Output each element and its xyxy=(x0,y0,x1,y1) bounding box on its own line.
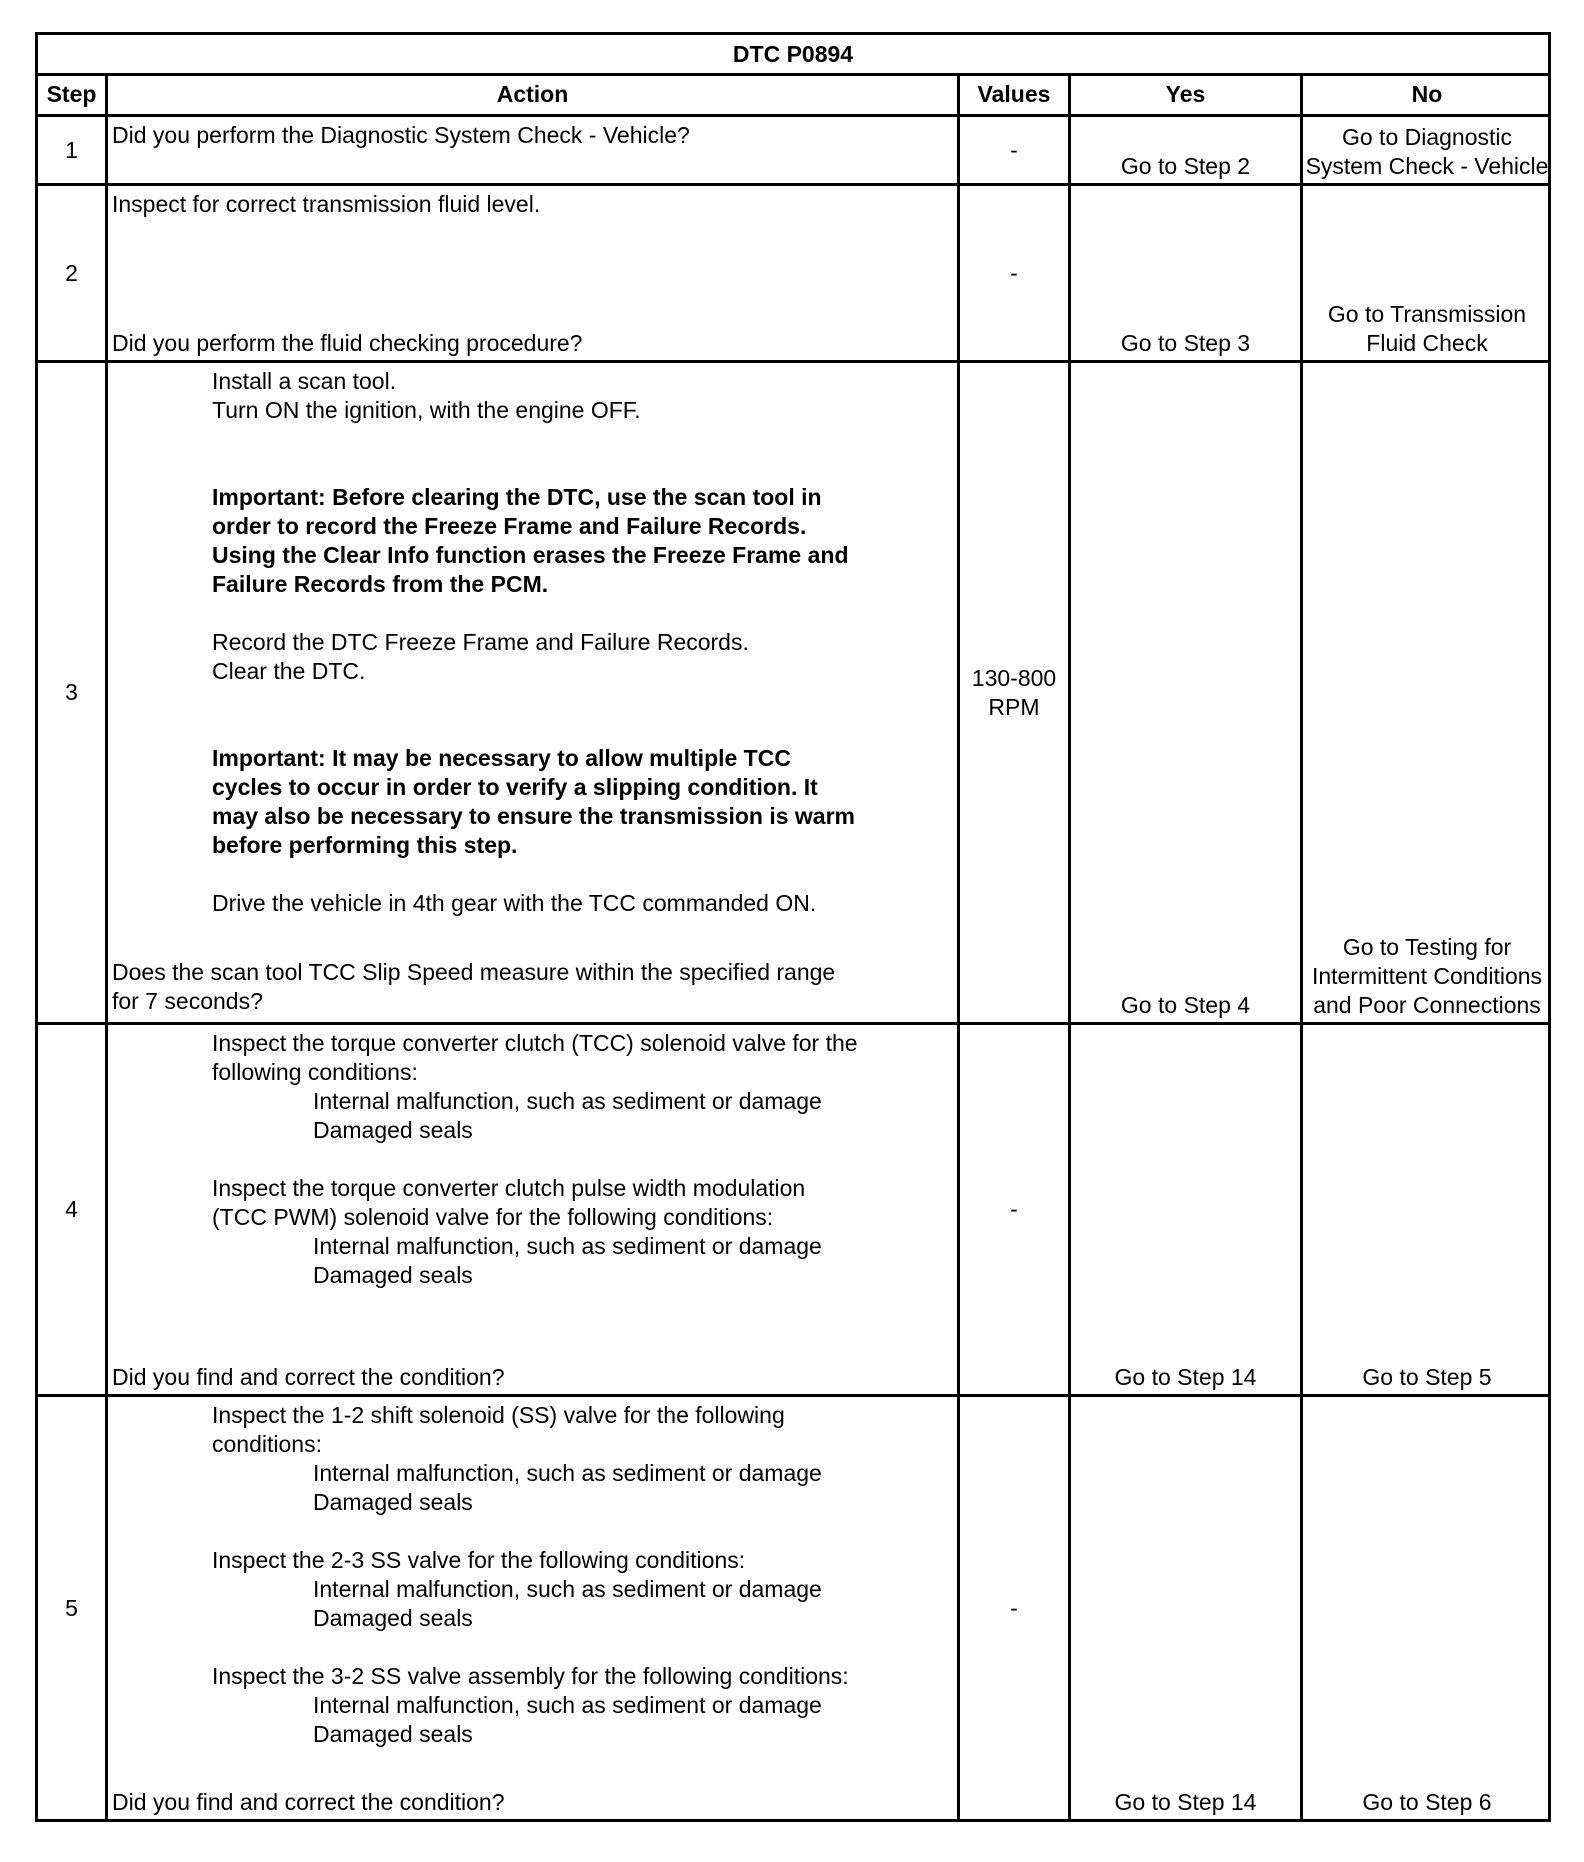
action-text: Inspect for correct transmission fluid level. xyxy=(112,191,541,217)
yes-text: Go to Step 2 xyxy=(1120,153,1251,179)
yes-text: Go to Step 4 xyxy=(1120,992,1251,1018)
no-text: Go to Transmission xyxy=(1327,301,1527,327)
table-title-row xyxy=(38,35,1548,73)
header-values: Values xyxy=(977,81,1051,107)
step-number: 1 xyxy=(65,136,78,163)
action-subitem: Damaged seals xyxy=(313,1721,473,1747)
action-subitem: Damaged seals xyxy=(313,1605,473,1631)
action-text: Inspect the torque converter clutch pulse width modulation xyxy=(212,1175,806,1201)
important-note: Important: Before clearing the DTC, use the scan tool in xyxy=(212,484,822,510)
no-text: Fluid Check xyxy=(1366,330,1488,356)
no-text: Intermittent Conditions xyxy=(1311,963,1543,989)
action-subitem: Internal malfunction, such as sediment or damage xyxy=(313,1692,822,1718)
action-question: Does the scan tool TCC Slip Speed measure within the specified range xyxy=(112,959,836,985)
table-row xyxy=(38,360,1548,1022)
no-text: Go to Step 6 xyxy=(1362,1789,1492,1815)
action-text: Did you perform the Diagnostic System Check - Vehicle? xyxy=(112,122,690,148)
action-question: Did you perform the fluid checking procedure? xyxy=(112,330,583,356)
header-step: Step xyxy=(46,81,97,107)
important-note: before performing this step. xyxy=(212,832,518,858)
header-action: Action xyxy=(496,81,569,107)
table-row xyxy=(38,183,1548,360)
table-header-row xyxy=(38,73,1548,114)
no-text: Go to Step 5 xyxy=(1362,1364,1492,1390)
step-number: 3 xyxy=(65,679,78,705)
no-text: System Check - Vehicle xyxy=(1305,153,1549,179)
action-text: Record the DTC Freeze Frame and Failure Records. xyxy=(212,629,749,655)
table-row xyxy=(38,1394,1548,1819)
important-note: Important: It may be necessary to allow multiple TCC xyxy=(212,745,791,771)
no-text: Go to Diagnostic xyxy=(1341,124,1513,150)
action-text: conditions: xyxy=(212,1431,322,1457)
action-subitem: Damaged seals xyxy=(313,1262,473,1288)
action-text: Inspect the 3-2 SS valve assembly for the following conditions: xyxy=(212,1663,849,1689)
action-subitem: Internal malfunction, such as sediment or damage xyxy=(313,1576,822,1602)
table-row xyxy=(38,114,1548,183)
action-subitem: Internal malfunction, such as sediment or damage xyxy=(313,1233,822,1259)
table-title: DTC P0894 xyxy=(732,41,854,67)
action-subitem: Damaged seals xyxy=(313,1489,473,1515)
header-no: No xyxy=(1411,81,1443,107)
action-text: (TCC PWM) solenoid valve for the following conditions: xyxy=(212,1204,774,1230)
no-text: and Poor Connections xyxy=(1313,992,1541,1018)
action-text: following conditions: xyxy=(212,1059,418,1085)
values-text: - xyxy=(1010,259,1018,286)
step-number: 2 xyxy=(65,259,78,286)
action-text: Inspect the torque converter clutch (TCC) solenoid valve for the xyxy=(212,1030,858,1056)
action-question: for 7 seconds? xyxy=(112,988,263,1014)
important-note: cycles to occur in order to verify a slipping condition. It xyxy=(212,774,818,800)
values-text: - xyxy=(1010,1594,1018,1621)
values-text: - xyxy=(1010,136,1018,163)
action-text: Turn ON the ignition, with the engine OFF. xyxy=(212,397,641,423)
action-text: Inspect the 2-3 SS valve for the following conditions: xyxy=(212,1547,746,1573)
header-yes: Yes xyxy=(1165,81,1206,107)
important-note: order to record the Freeze Frame and Failure Records. xyxy=(212,513,807,539)
diagnostic-table xyxy=(35,32,1551,1822)
action-subitem: Internal malfunction, such as sediment or damage xyxy=(313,1460,822,1486)
values-text: - xyxy=(1010,1196,1018,1222)
action-text: Inspect the 1-2 shift solenoid (SS) valve for the following xyxy=(212,1402,785,1428)
action-subitem: Internal malfunction, such as sediment or damage xyxy=(313,1088,822,1114)
step-number: 5 xyxy=(65,1594,78,1621)
yes-text: Go to Step 3 xyxy=(1120,330,1251,356)
no-text: Go to Testing for xyxy=(1342,934,1512,960)
action-question: Did you find and correct the condition? xyxy=(112,1364,505,1390)
action-subitem: Damaged seals xyxy=(313,1117,473,1143)
values-text: RPM xyxy=(988,693,1040,720)
important-note: may also be necessary to ensure the transmission is warm xyxy=(212,803,856,829)
action-question: Did you find and correct the condition? xyxy=(112,1789,505,1815)
action-text: Clear the DTC. xyxy=(212,658,366,684)
action-text: Drive the vehicle in 4th gear with the TCC commanded ON. xyxy=(212,890,817,916)
yes-text: Go to Step 14 xyxy=(1114,1364,1257,1390)
yes-text: Go to Step 14 xyxy=(1114,1789,1257,1815)
action-text: Install a scan tool. xyxy=(212,368,397,394)
important-note: Using the Clear Info function erases the Freeze Frame and xyxy=(212,542,849,568)
important-note: Failure Records from the PCM. xyxy=(212,571,549,597)
values-text: 130-800 xyxy=(971,664,1057,691)
table-row xyxy=(38,1022,1548,1394)
step-number: 4 xyxy=(65,1196,78,1222)
